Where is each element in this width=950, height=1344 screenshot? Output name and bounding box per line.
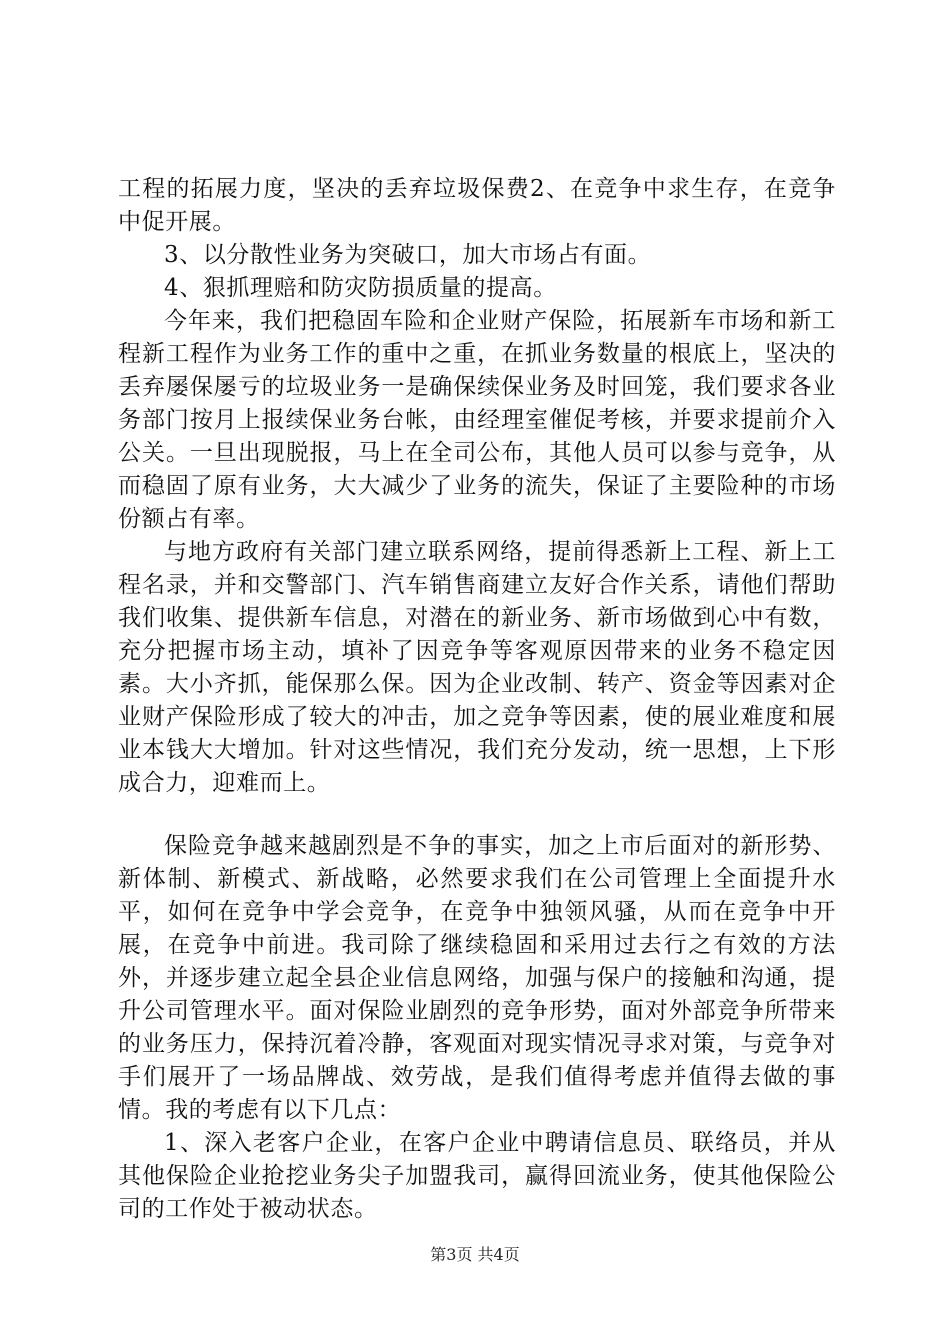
paragraph-this-year: 今年来，我们把稳固车险和企业财产保险，拓展新车市场和新工程新工程作为业务工作的重中之重，在抓业务数量的根底上，坚决的丢弃屡保屡亏的垃圾业务一是确保续保业务及时回笼，我们要求各业务部门按月上报续保业务台帐，由经理室催促考核，并要求提前介入公关。一旦出现脱报，马上在全司公布，其他人员可以参与竞争，从而稳固了原有业务，大大减少了业务的流失，保证了主要险种的市场份额占有率。: [118, 308, 836, 532]
paragraph-point-1-old-clients: 1、深入老客户企业，在客户企业中聘请信息员、联络员，并从其他保险企业抢挖业务尖子加盟我司，赢得回流业务，使其他保险公司的工作处于被动状态。: [118, 1130, 836, 1222]
paragraph-point-3: 3、以分散性业务为突破口，加大市场占有面。: [164, 242, 652, 268]
paragraph-continuation: 工程的拓展力度，坚决的丢弃垃圾保费2、在竞争中求生存，在竞争中促开展。: [118, 176, 836, 235]
paragraph-point-4: 4、狠抓理赔和防灾防损质量的提高。: [164, 275, 557, 301]
paragraph-competition: 保险竞争越来越剧烈是不争的事实，加之上市后面对的新形势、新体制、新模式、新战略，必然要求我们在公司管理上全面提升水平，如何在竞争中学会竞争，在竞争中独领风骚，从而在竞争中开展，在竞争中前进。我司除了继续稳固和采用过去行之有效的方法外，并逐步建立起全县企业信息网络，加强与保户的接触和沟通，提升公司管理水平。面对保险业剧烈的竞争形势，面对外部竞争所带来的业务压力，保持沉着冷静，客观面对现实情况寻求对策，与竞争对手们展开了一场品牌战、效劳战，是我们值得考虑并值得去做的事情。我的考虑有以下几点：: [118, 833, 836, 1123]
paragraph-government-network: 与地方政府有关部门建立联系网络，提前得悉新上工程、新上工程名录，并和交警部门、汽车销售商建立友好合作关系，请他们帮助我们收集、提供新车信息，对潜在的新业务、新市场做到心中有数，充分把握市场主动，填补了因竞争等客观原因带来的业务不稳定因素。大小齐抓，能保那么保。因为企业改制、转产、资金等因素对企业财产保险形成了较大的冲击，加之竞争等因素，使的展业难度和展业本钱大大增加。针对这些情况，我们充分发动，统一思想，上下形成合力，迎难而上。: [118, 539, 836, 796]
document-body: [118, 173, 836, 1226]
page-number-footer: 第3页 共4页: [430, 1245, 520, 1264]
